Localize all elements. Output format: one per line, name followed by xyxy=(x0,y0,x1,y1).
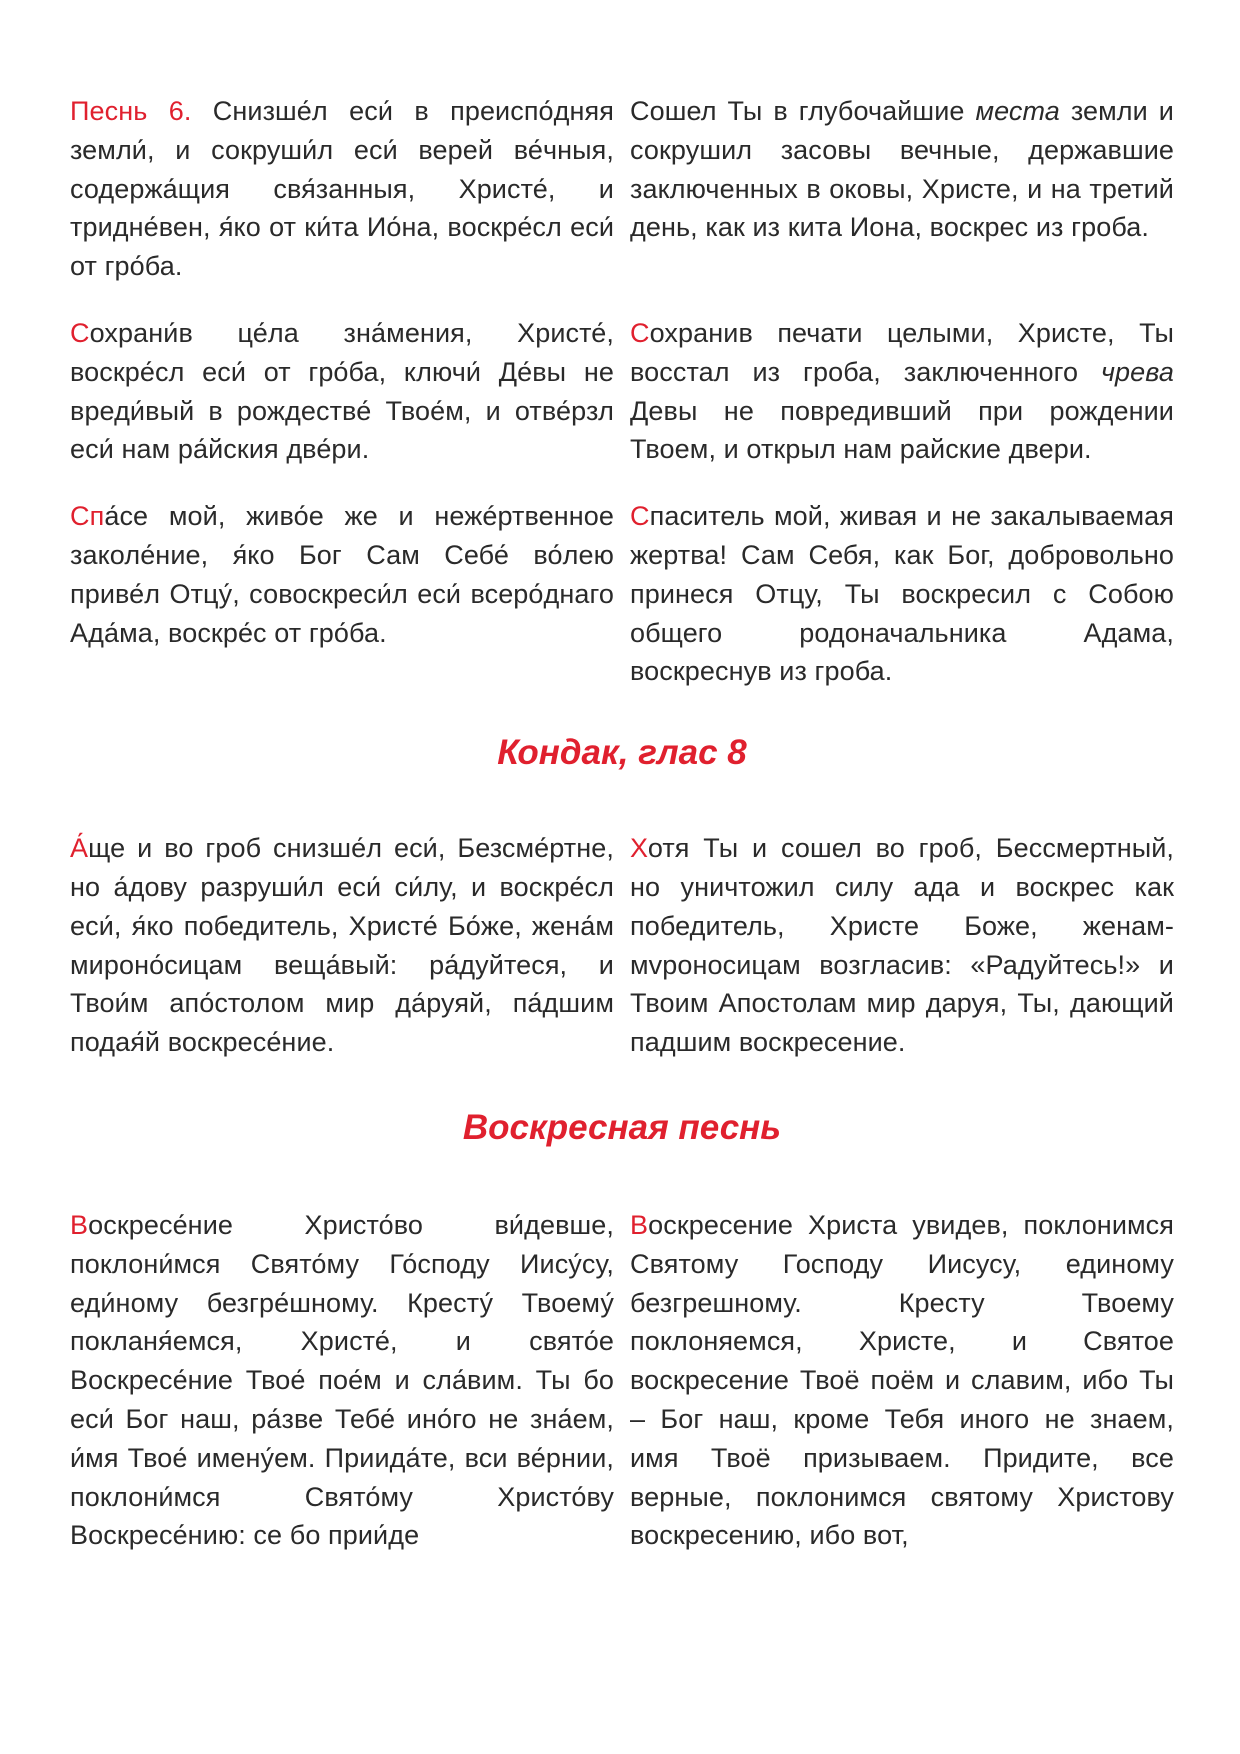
church-slavonic-verse xyxy=(70,92,614,286)
verse-pair-3 xyxy=(70,497,1174,691)
verse-text: Сошел Ты в глубочайшие xyxy=(630,96,976,126)
verse-italic-word: места xyxy=(975,96,1060,126)
verse-text: оскресение Христа увидев, поклонимся Святому Господу Иисусу, единому безгрешному. Кресту Твоему поклоняемся, Христе, и Святое воскресение Твоё поём и славим, ибо Ты – Бог наш, кроме Тебя иного не знаем, имя Твоё призываем. Придите, все верные, поклонимся святому Христову воскресению, ибо вот, xyxy=(630,1209,1174,1551)
section-heading-voskresnaya: Воскресная песнь xyxy=(462,1107,782,1147)
section-heading-kondak: Кондак, глас 8 xyxy=(497,733,747,773)
russian-kondak xyxy=(630,829,1174,1062)
verse-text: отя Ты и сошел во гроб, Бессмертный, но уничтожил силу ада и воскрес как победитель, Христе Боже, женам-мvроносицам возгласив: «Радуйтесь!» и Твоим Апостолам мир даруя, Ты, дающий падшим воскресение. xyxy=(630,833,1174,1058)
verse-lead: Песнь 6. xyxy=(70,96,192,126)
russian-verse xyxy=(630,314,1174,469)
verse-lead: С xyxy=(630,317,650,348)
verse-text: охранив печати целыми, Христе, Ты восстал из гроба, заключенного xyxy=(630,317,1174,387)
verse-lead: Х xyxy=(630,833,648,864)
verse-lead: В xyxy=(70,1209,89,1240)
verse-lead: Сп xyxy=(70,501,105,532)
church-slavonic-kondak xyxy=(70,829,614,1062)
verse-text: Снизше́л еси́ в преиспо́дняя земли́, и сокруши́л еси́ верей ве́чныя, содержа́щия свя́занныя, Христе́, и тридне́вен, я́ко от ки́та Ио́на, воскре́сл еси́ от гро́ба. xyxy=(70,96,614,282)
verse-italic-word: чрева xyxy=(1100,356,1174,387)
russian-verse xyxy=(630,92,1174,286)
church-slavonic-hymn xyxy=(70,1206,614,1555)
verse-text: а́се мой, живо́е же и нежéртвенное заколе́ние, я́ко Бог Сам Себе́ во́лею приве́л Отцу́, совоскреси́л еси́ всеро́днаго Ада́ма, воскре́с от гро́ба. xyxy=(70,501,614,648)
verse-lead: С xyxy=(70,317,90,348)
verse-text: охрани́в це́ла зна́мения, Христе́, воскре́сл еси́ от гро́ба, ключи́ Де́вы не вреди́вый в рождестве́ Твое́м, и отве́рзл еси́ нам ра́йския две́ри. xyxy=(70,317,614,465)
verse-text: земли и сокрушил засовы вечные, державшие заключенных в оковы, Христе, и на третий день, как из кита Иона, воскрес из гроба. xyxy=(630,96,1174,243)
verse-lead: С xyxy=(630,501,650,532)
page xyxy=(70,92,1174,1555)
verse-text: Девы не повредивший при рождении Твоем, и открыл нам райские двери. xyxy=(630,395,1174,465)
verse-lead: А́ xyxy=(70,833,89,864)
kondak-pair xyxy=(70,829,1174,1062)
verse-text: ще и во гроб снизше́л еси́, Безсме́ртне, но а́дову разруши́л еси́ си́лу, и воскре́сл еси́, я́ко победитель, Христе́ Бо́же, жена́м мироно́сицам веща́вый: ра́дуйтеся, и Твои́м апо́столом мир да́руяй, па́дшим подая́й воскресе́ние. xyxy=(70,833,614,1058)
church-slavonic-verse xyxy=(70,314,614,469)
church-slavonic-verse xyxy=(70,497,614,691)
verse-text: оскресе́ние Христо́во ви́девше, поклони́мся Свято́му Го́споду Иису́су, еди́ному безгре́шному. Кресту́ Твоему́ покланя́емся, Христе́, и свято́е Воскресе́ние Твое́ пое́м и сла́вим. Ты бо еси́ Бог наш, ра́зве Тебе́ ино́го не зна́ем, и́мя Твое́ имену́ем. Приида́те, вси ве́рнии, поклони́мся Свято́му Христо́ву Воскресе́нию: се бо прии́де xyxy=(70,1209,614,1551)
verse-pair-2 xyxy=(70,314,1174,469)
russian-hymn xyxy=(630,1206,1174,1555)
verse-lead: В xyxy=(630,1209,649,1240)
verse-pair-1 xyxy=(70,92,1174,286)
russian-verse xyxy=(630,497,1174,691)
voskresnaya-pair xyxy=(70,1206,1174,1555)
verse-text: паситель мой, живая и не закалываемая жертва! Сам Себя, как Бог, добровольно принеся Отцу, Ты воскресил с Собою общего родоначальника Адама, воскреснув из гроба. xyxy=(630,501,1174,687)
